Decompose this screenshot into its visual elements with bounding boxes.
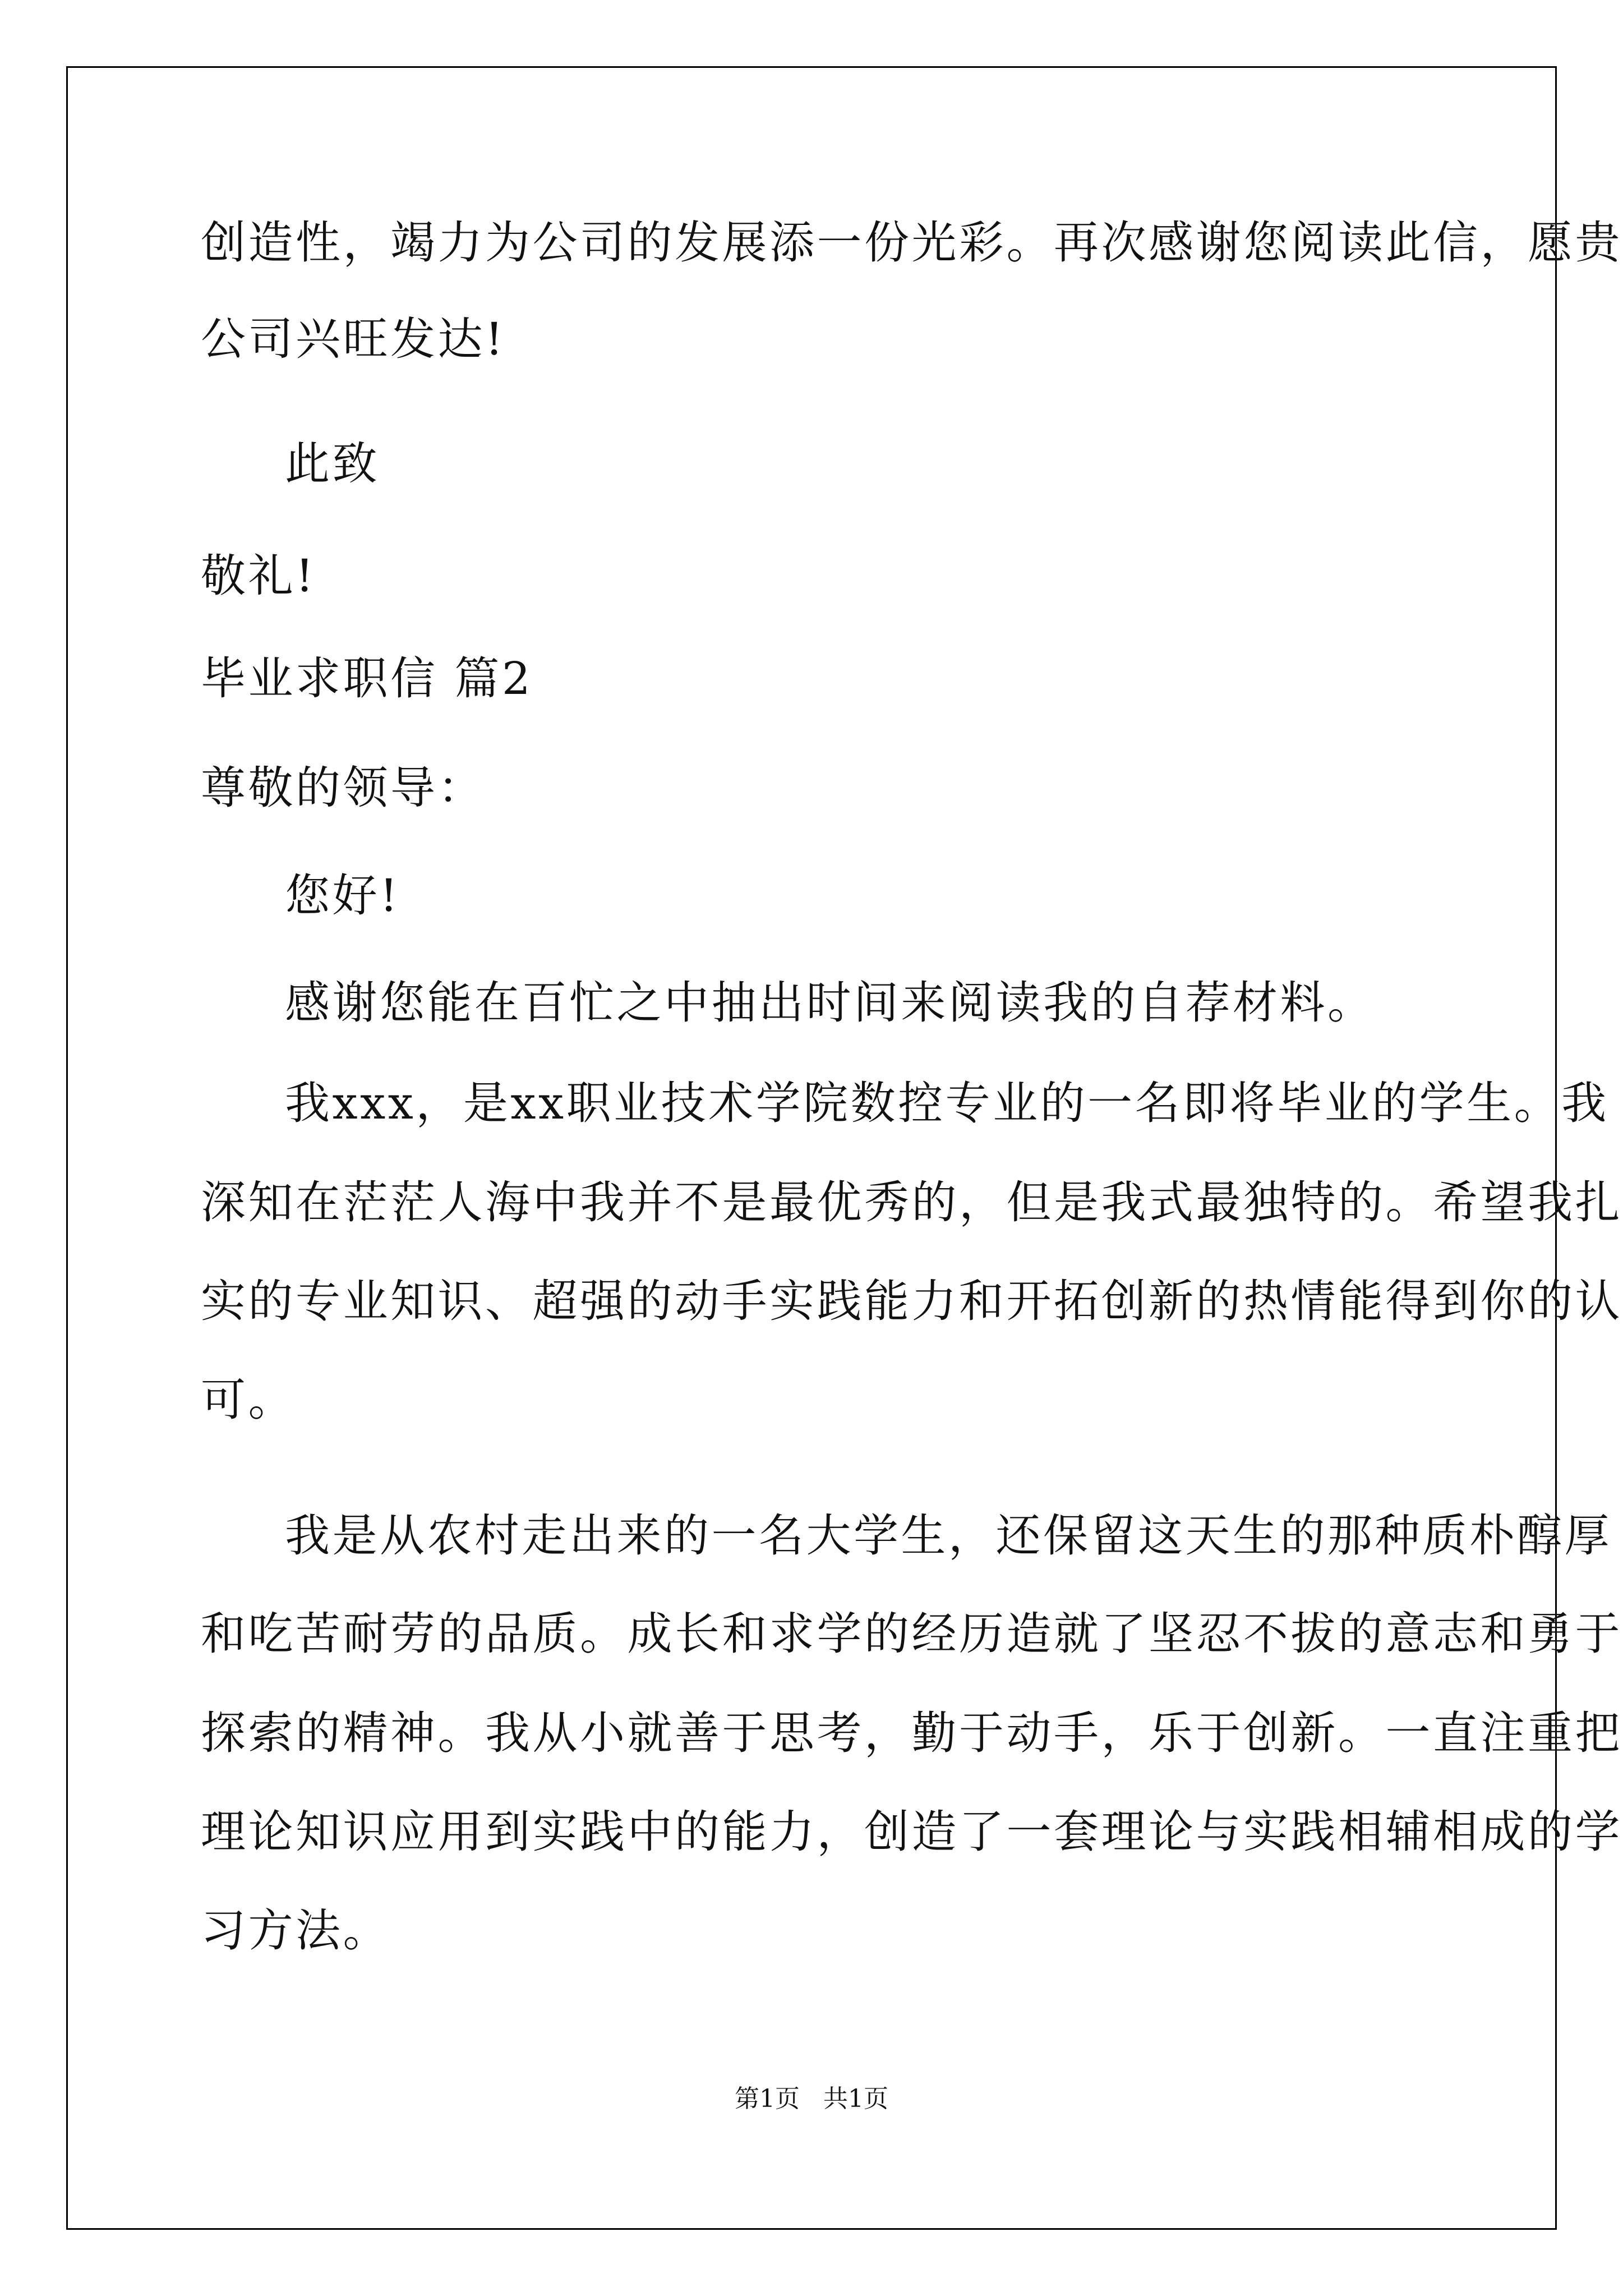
greeting: 您好! — [285, 869, 400, 922]
paragraph-3-line-4: 理论知识应用到实践中的能力，创造了一套理论与实践相辅相成的学 — [201, 1806, 1622, 1858]
closing-regards: 敬礼! — [201, 550, 316, 602]
page-number-footer: 第1页 共1页 — [735, 2085, 888, 2113]
body-line-2: 公司兴旺发达! — [201, 313, 506, 365]
paragraph-3-line-2: 和吃苦耐劳的品质。成长和求学的经历造就了坚忍不拔的意志和勇于 — [201, 1608, 1622, 1660]
paragraph-2-line-4: 可。 — [201, 1374, 296, 1426]
paragraph-2-line-2: 深知在茫茫人海中我并不是最优秀的，但是我式最独特的。希望我扎 — [201, 1176, 1622, 1228]
paragraph-3-line-3: 探索的精神。我从小就善于思考，勤于动手，乐于创新。一直注重把 — [201, 1707, 1622, 1759]
section-heading: 毕业求职信 篇2 — [201, 652, 533, 705]
paragraph-3-line-5: 习方法。 — [201, 1904, 390, 1957]
body-line-1: 创造性，竭力为公司的发展添一份光彩。再次感谢您阅读此信，愿贵 — [201, 217, 1622, 269]
paragraph-2-line-1: 我xxx，是xx职业技术学院数控专业的一名即将毕业的学生。我 — [285, 1077, 1609, 1129]
closing-salutation: 此致 — [285, 438, 380, 490]
paragraph-3-line-1: 我是从农村走出来的一名大学生，还保留这天生的那种质朴醇厚 — [285, 1510, 1612, 1562]
paragraph-2-line-3: 实的专业知识、超强的动手实践能力和开拓创新的热情能得到你的认 — [201, 1275, 1622, 1327]
greeting-recipient: 尊敬的领导： — [201, 762, 485, 814]
paragraph-1-line-1: 感谢您能在百忙之中抽出时间来阅读我的自荐材料。 — [285, 977, 1375, 1029]
